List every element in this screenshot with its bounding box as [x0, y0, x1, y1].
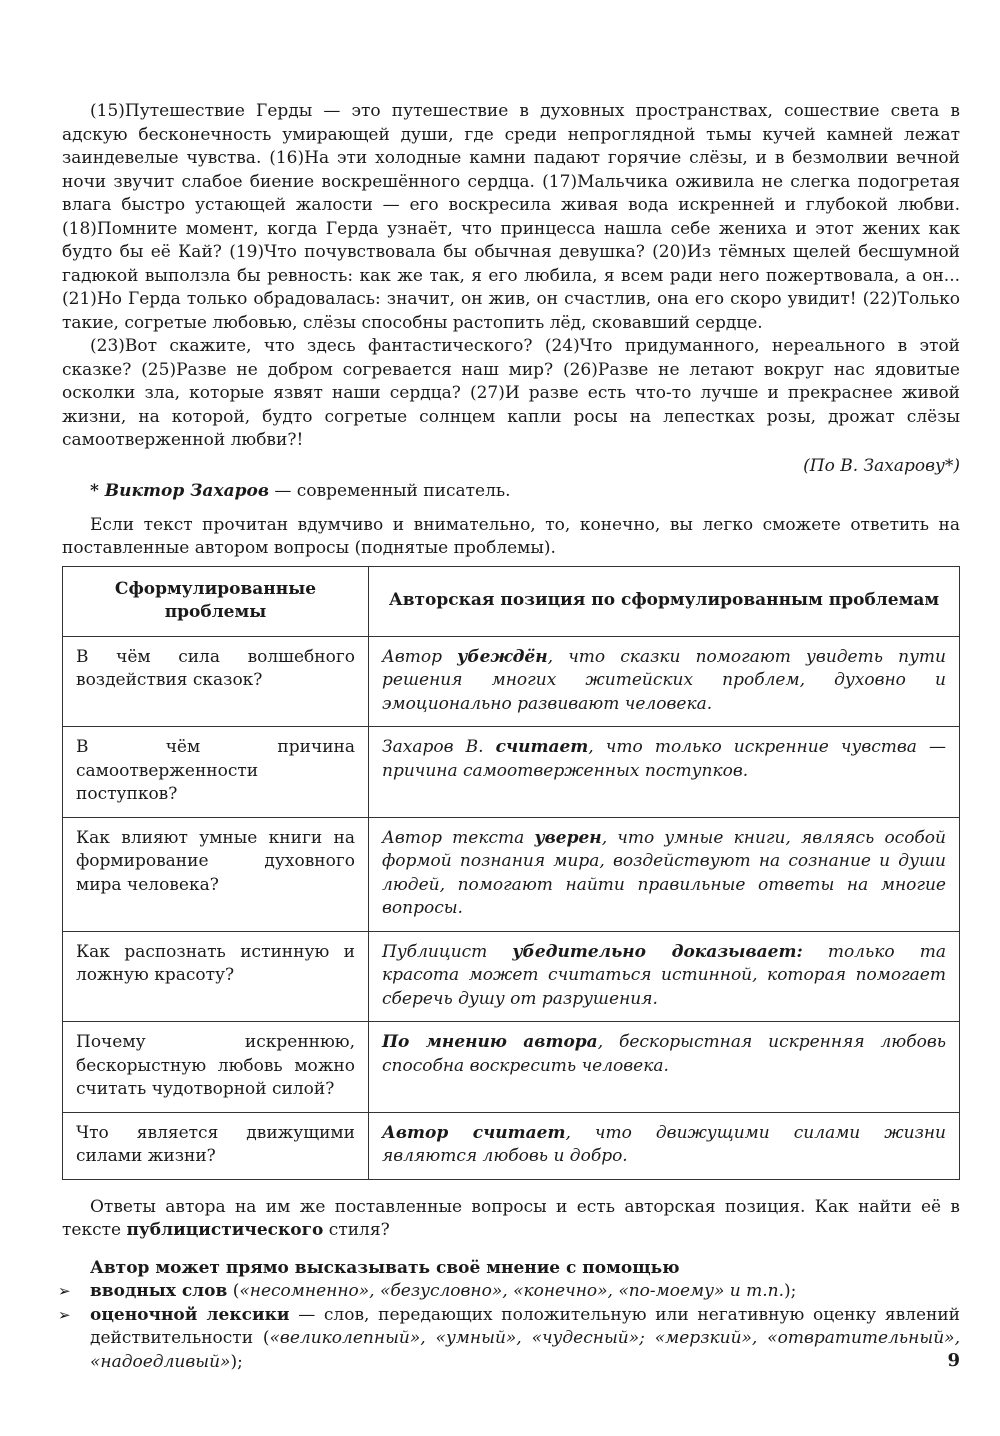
table-row: [63, 931, 960, 1022]
page-content: [58, 100, 960, 1374]
table-row: [63, 817, 960, 931]
position-cell: Автор текста уверен, что умные книги, являясь особой формой познания мира, воздействуют на сознание и души людей, помогают найти правильные ответы на многие вопросы.: [369, 817, 960, 931]
table-row: [63, 1112, 960, 1179]
lead-heading: Автор может прямо высказывать своё мнение с помощью: [90, 1257, 680, 1278]
list-item: ➢ вводных слов («несомненно», «безусловно», «конечно», «по-моему» и т.п.);: [62, 1280, 960, 1304]
table-header-row: [63, 566, 960, 636]
after-table-paragraph: Ответы автора на им же поставленные вопросы и есть авторская позиция. Как найти её в тексте публицистического стиля?: [62, 1196, 960, 1240]
header-problems: Сформулированные проблемы: [63, 566, 369, 636]
key-phrase: убеждён: [457, 646, 548, 667]
header-position: Авторская позиция по сформулированным проблемам: [369, 566, 960, 636]
key-phrase: Автор считает: [382, 1122, 566, 1143]
position-cell: Захаров В. считает, что только искренние чувства — причина самоотверженных поступков.: [369, 727, 960, 818]
paragraph-1: (15)Путешествие Герды — это путешествие в духовных пространствах, сошествие света в адскую бесконечность умирающей души, где среди непроглядной тьмы кучей камней лежат заиндевелые чувства. (16)На эти холодные камни падают горячие слёзы, и в безмолвии вечной ночи звучит слабое биение воскрешённого сердца. (17)Мальчика оживила не слегка подогретая влага быстро устающей жалости — его воскресила живая вода искренней и глубокой любви. (18)Помните момент, когда Герда узнаёт, что принцесса нашла себе жениха и этот жених как будто бы её Кай? (19)Что почувствовала бы обычная девушка? (20)Из тёмных щелей бесшумной гадюкой выползла бы ревность: как же так, я его любила, я всем ради него пожертвовала, а он... (21)Но Герда только обрадовалась: значит, он жив, он счастлив, она его скоро увидит! (22)Только такие, согретые любовью, слёзы способны растопить лёд, сковавший сердце.: [62, 101, 960, 333]
arrow-bullet-icon: ➢: [58, 1282, 71, 1300]
arrow-bullet-icon: ➢: [58, 1305, 71, 1324]
table-row: [63, 636, 960, 727]
methods-list: [58, 1280, 960, 1374]
footnote-name: * Виктор Захаров: [90, 481, 269, 501]
key-phrase: убедительно доказывает:: [512, 941, 803, 962]
key-phrase: По мнению автора: [382, 1032, 598, 1052]
key-phrase: считает: [495, 737, 589, 757]
problem-cell: Как распознать истинную и ложную красоту?: [63, 931, 369, 1022]
problem-cell: В чём сила волшебного воздействия сказок?: [63, 636, 369, 727]
intro-paragraph: Если текст прочитан вдумчиво и внимательно, то, конечно, вы легко сможете ответить на поставленные автором вопросы (поднятые проблемы).: [62, 514, 960, 558]
problems-table: [62, 566, 960, 1180]
paragraph-2: (23)Вот скажите, что здесь фантастического? (24)Что придуманного, нереального в этой сказке? (25)Разве не добром согревается наш мир? (26)Разве не летают вокруг нас ядовитые осколки зла, которые язвят наши сердца? (27)И разве есть что-то лучше и прекраснее живой жизни, на которой, будто согретые солнцем капли росы на лепестках розы, дрожат слёзы самоотверженной любви?!: [62, 336, 960, 450]
footnote: [62, 480, 960, 504]
position-cell: Автор убеждён, что сказки помогают увидеть пути решения многих житейских проблем, духовно и эмоционально развивают человека.: [369, 636, 960, 727]
position-cell: Публицист убедительно доказывает: только та красота может считаться истинной, которая помогает сберечь душу от разрушения.: [369, 931, 960, 1022]
key-phrase: уверен: [534, 827, 602, 848]
footnote-text: — современный писатель.: [269, 481, 511, 501]
table-row: [63, 727, 960, 818]
page-number: 9: [947, 1350, 960, 1371]
problem-cell: Что является движущими силами жизни?: [63, 1112, 369, 1179]
problem-cell: Как влияют умные книги на формирование духовного мира человека?: [63, 817, 369, 931]
table-row: [63, 1022, 960, 1113]
position-cell: Автор считает, что движущими силами жизни являются любовь и добро.: [369, 1112, 960, 1179]
list-item: ➢ оценочной лексики — слов, передающих положительную или негативную оценку явлений действительности («великолепный», «умный», «чудесный»; «мерзкий», «отвратительный», «надоедливый»);: [58, 1304, 960, 1372]
source-attribution: (По В. Захарову*): [803, 455, 960, 476]
position-cell: По мнению автора, бескорыстная искренняя любовь способна воскресить человека.: [369, 1022, 960, 1113]
problem-cell: Почему искреннюю, бескорыстную любовь можно считать чудотворной силой?: [63, 1022, 369, 1113]
problem-cell: В чём причина самоотверженности поступков?: [63, 727, 369, 818]
style-term: публицистического: [126, 1220, 324, 1240]
